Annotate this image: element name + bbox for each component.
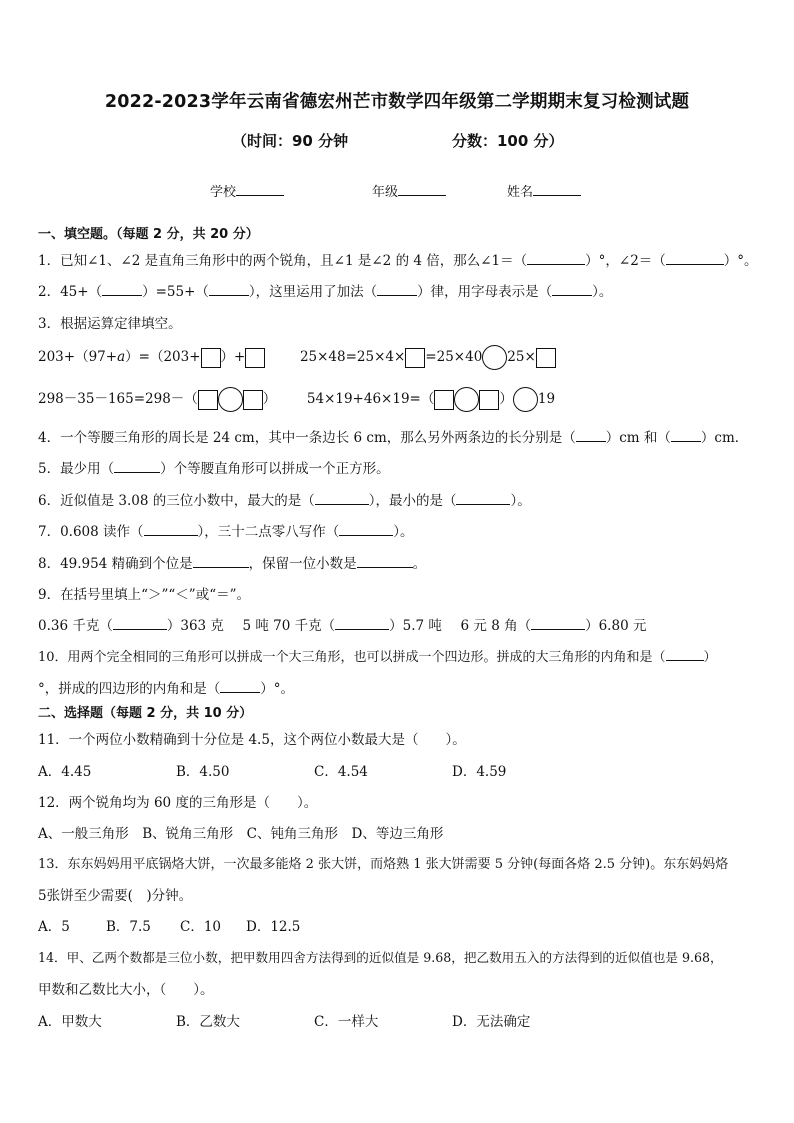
q3-box-7 — [434, 390, 454, 410]
q10-blank-2 — [220, 678, 260, 693]
grade-blank — [398, 181, 446, 196]
q2-blank-2 — [209, 281, 249, 296]
q7-blank-2 — [339, 521, 393, 536]
q3-circle-4 — [513, 387, 538, 412]
q12-options: A、一般三角形 B、锐角三角形 C、钝角三角形 D、等边三角形 — [38, 826, 444, 842]
q3-circle-2 — [218, 387, 243, 412]
q3-text-3: ）+ — [220, 349, 246, 365]
q3-circle-1 — [482, 345, 507, 370]
q7-text-b: ），三十二点零八写作（ — [197, 524, 340, 540]
q10-text-a: 10．用两个完全相同的三角形可以拼成一个大三角形，也可以拼成一个四边形。拼成的大三角形的内角和是（ — [38, 650, 666, 665]
q9-item-1-a: 0.36 千克（ — [38, 618, 113, 634]
q10-text-b: ） — [703, 650, 717, 665]
q4-text-c: ）cm． — [700, 430, 749, 446]
question-3-stem: 3．根据运算定律填空。 — [38, 316, 182, 332]
school-blank — [236, 181, 284, 196]
q14-option-d: D．无法确定 — [452, 1014, 531, 1030]
q8-text-c: 。 — [412, 556, 427, 572]
q14-option-c: C．一样大 — [314, 1014, 379, 1030]
q14-option-a: A．甲数大 — [38, 1014, 102, 1030]
name-field — [507, 181, 581, 200]
q2-text-a: 2．45+（ — [38, 284, 103, 300]
question-1 — [38, 249, 758, 269]
q1-text-a: 1．已知∠1、∠2 是直角三角形中的两个锐角，且∠1 是∠2 的 4 倍，那么∠1＝（ — [38, 253, 528, 269]
question-9-stem: 9．在括号里填上“＞”“＜”或“＝”。 — [38, 587, 250, 603]
q5-text-a: 5．最少用（ — [38, 461, 115, 477]
q4-text-b: ）cm 和（ — [605, 430, 671, 446]
q13-option-a: A．5 — [38, 919, 70, 935]
q3-text-10: ） — [499, 391, 513, 407]
q7-text-a: 7．0.608 读作（ — [38, 524, 144, 540]
q2-blank-1 — [102, 281, 142, 296]
q5-text-b: ）个等腰直角形可以拼成一个正方形。 — [160, 461, 390, 477]
q3-box-8 — [479, 390, 499, 410]
q3-text-4: 25×48=25×4× — [299, 349, 406, 365]
q7-text-c: ）。 — [393, 524, 414, 540]
q2-text-b: ）=55+（ — [142, 284, 209, 300]
q3-text-1: 203+（97+ — [38, 349, 118, 365]
q11-option-a: A．4.45 — [38, 764, 92, 780]
q13-option-c: C．10 — [180, 919, 222, 935]
q3-text-2: ）=（203+ — [125, 349, 201, 365]
q6-blank-2 — [456, 490, 510, 505]
q4-blank-2 — [671, 427, 701, 442]
q9-item-3-b: ）6.80 元 — [585, 618, 647, 634]
q1-blank-2 — [666, 250, 724, 265]
question-6 — [38, 489, 531, 509]
q2-text-d: ）律，用字母表示是（ — [417, 284, 553, 300]
grade-label: 年级 — [372, 185, 399, 200]
question-2 — [38, 280, 612, 300]
question-14-line-1: 14．甲、乙两个数都是三位小数，把甲数用四舍方法得到的近似值是 9.68，把乙数用五入的方法得到的近似值也是 9.68， — [38, 950, 723, 965]
q11-option-c: C．4.54 — [314, 764, 368, 780]
school-label: 学校 — [210, 185, 237, 200]
exam-time: （时间：90 分钟 — [232, 132, 349, 150]
q3-text-6: 25× — [507, 349, 536, 365]
question-13-line-2: 5张饼至少需要( )分钟。 — [38, 888, 193, 904]
name-label: 姓名 — [507, 185, 534, 200]
question-3-row-1 — [38, 345, 556, 370]
q2-text-c: ），这里运用了加法（ — [248, 284, 378, 300]
q3-text-5: =25×40 — [425, 349, 483, 365]
question-10-line-2 — [38, 677, 294, 697]
q3-text-8: ） — [262, 391, 277, 407]
q3-text-11: 19 — [537, 391, 556, 407]
question-4 — [38, 426, 748, 446]
q6-text-c: ）。 — [510, 493, 531, 509]
q8-blank-2 — [357, 553, 413, 568]
q9-blank-1 — [113, 615, 167, 630]
q14-option-b: B．乙数大 — [176, 1014, 240, 1030]
q4-text-a: 4．一个等腰三角形的周长是 24 cm，其中一条边长 6 cm，那么另外两条边的长分别是（ — [38, 430, 576, 446]
q9-item-1-b: ）363 克 — [166, 618, 224, 634]
q3-box-4 — [536, 348, 556, 368]
name-blank — [533, 181, 581, 196]
q8-text-a: 8．49.954 精确到个位是 — [38, 556, 193, 572]
q2-blank-3 — [377, 281, 417, 296]
q13-option-b: B．7.5 — [106, 919, 151, 935]
q9-item-2-a: 5 吨 70 千克（ — [242, 618, 336, 634]
page-title: 2022-2023学年云南省德宏州芒市数学四年级第二学期期末复习检测试题 — [104, 92, 690, 112]
q1-text-c: ）°。 — [723, 253, 758, 269]
q1-blank-1 — [527, 250, 585, 265]
q3-box-2 — [245, 348, 265, 368]
q10-text-c: °，拼成的四边形的内角和是（ — [38, 681, 221, 697]
q1-text-b: ）°，∠2＝（ — [585, 253, 666, 269]
question-12: 12．两个锐角均为 60 度的三角形是（ ）。 — [38, 795, 318, 811]
q11-option-b: B．4.50 — [176, 764, 230, 780]
q9-blank-3 — [531, 615, 585, 630]
q10-text-d: ）°。 — [260, 681, 294, 697]
question-7 — [38, 520, 414, 540]
q8-text-b: ，保留一位小数是 — [248, 556, 357, 572]
q9-item-3-a: 6 元 8 角（ — [460, 618, 532, 634]
question-13-line-1: 13．东东妈妈用平底锅烙大饼，一次最多能烙 2 张大饼，而烙熟 1 张大饼需要 5 分钟(每面各烙 2.5 分钟)。东东妈妈烙 — [38, 857, 729, 872]
q3-circle-3 — [454, 387, 479, 412]
question-5 — [38, 457, 390, 477]
grade-field — [372, 181, 446, 200]
q8-blank-1 — [193, 553, 249, 568]
question-8 — [38, 552, 426, 572]
q4-blank-1 — [576, 427, 606, 442]
q3-text-9: 54×19+46×19=（ — [306, 391, 435, 407]
q9-item-2-b: ）5.7 吨 — [389, 618, 442, 634]
school-field — [210, 181, 284, 200]
q6-text-a: 6．近似值是 3.08 的三位小数中，最大的是（ — [38, 493, 315, 509]
question-3-row-2 — [38, 387, 555, 412]
q3-box-6 — [243, 390, 263, 410]
q3-box-1 — [201, 348, 221, 368]
q7-blank-1 — [144, 521, 198, 536]
q5-blank-1 — [114, 458, 160, 473]
q3-box-5 — [198, 390, 218, 410]
q11-option-d: D．4.59 — [452, 764, 507, 780]
q3-variable-a: a — [117, 349, 126, 365]
section-1-heading: 一、填空题。（每题 2 分，共 20 分） — [38, 227, 259, 242]
q9-blank-2 — [335, 615, 389, 630]
question-11: 11．一个两位小数精确到十分位是 4.5，这个两位小数最大是（ ）。 — [38, 732, 466, 748]
q3-box-3 — [405, 348, 425, 368]
question-14-line-2: 甲数和乙数比大小，（ ）。 — [38, 982, 214, 998]
q2-text-e: ）。 — [592, 284, 613, 300]
question-9-items — [38, 614, 646, 634]
exam-score: 分数：100 分） — [452, 132, 564, 150]
q6-text-b: ），最小的是（ — [368, 493, 457, 509]
q6-blank-1 — [315, 490, 369, 505]
q10-blank-1 — [666, 646, 704, 661]
section-2-heading: 二、选择题（每题 2 分，共 10 分） — [38, 706, 253, 721]
question-10-line-1 — [38, 646, 717, 665]
q13-option-d: D．12.5 — [246, 919, 301, 935]
q3-text-7: 298－35－165=298－（ — [38, 391, 198, 407]
q2-blank-4 — [552, 281, 592, 296]
